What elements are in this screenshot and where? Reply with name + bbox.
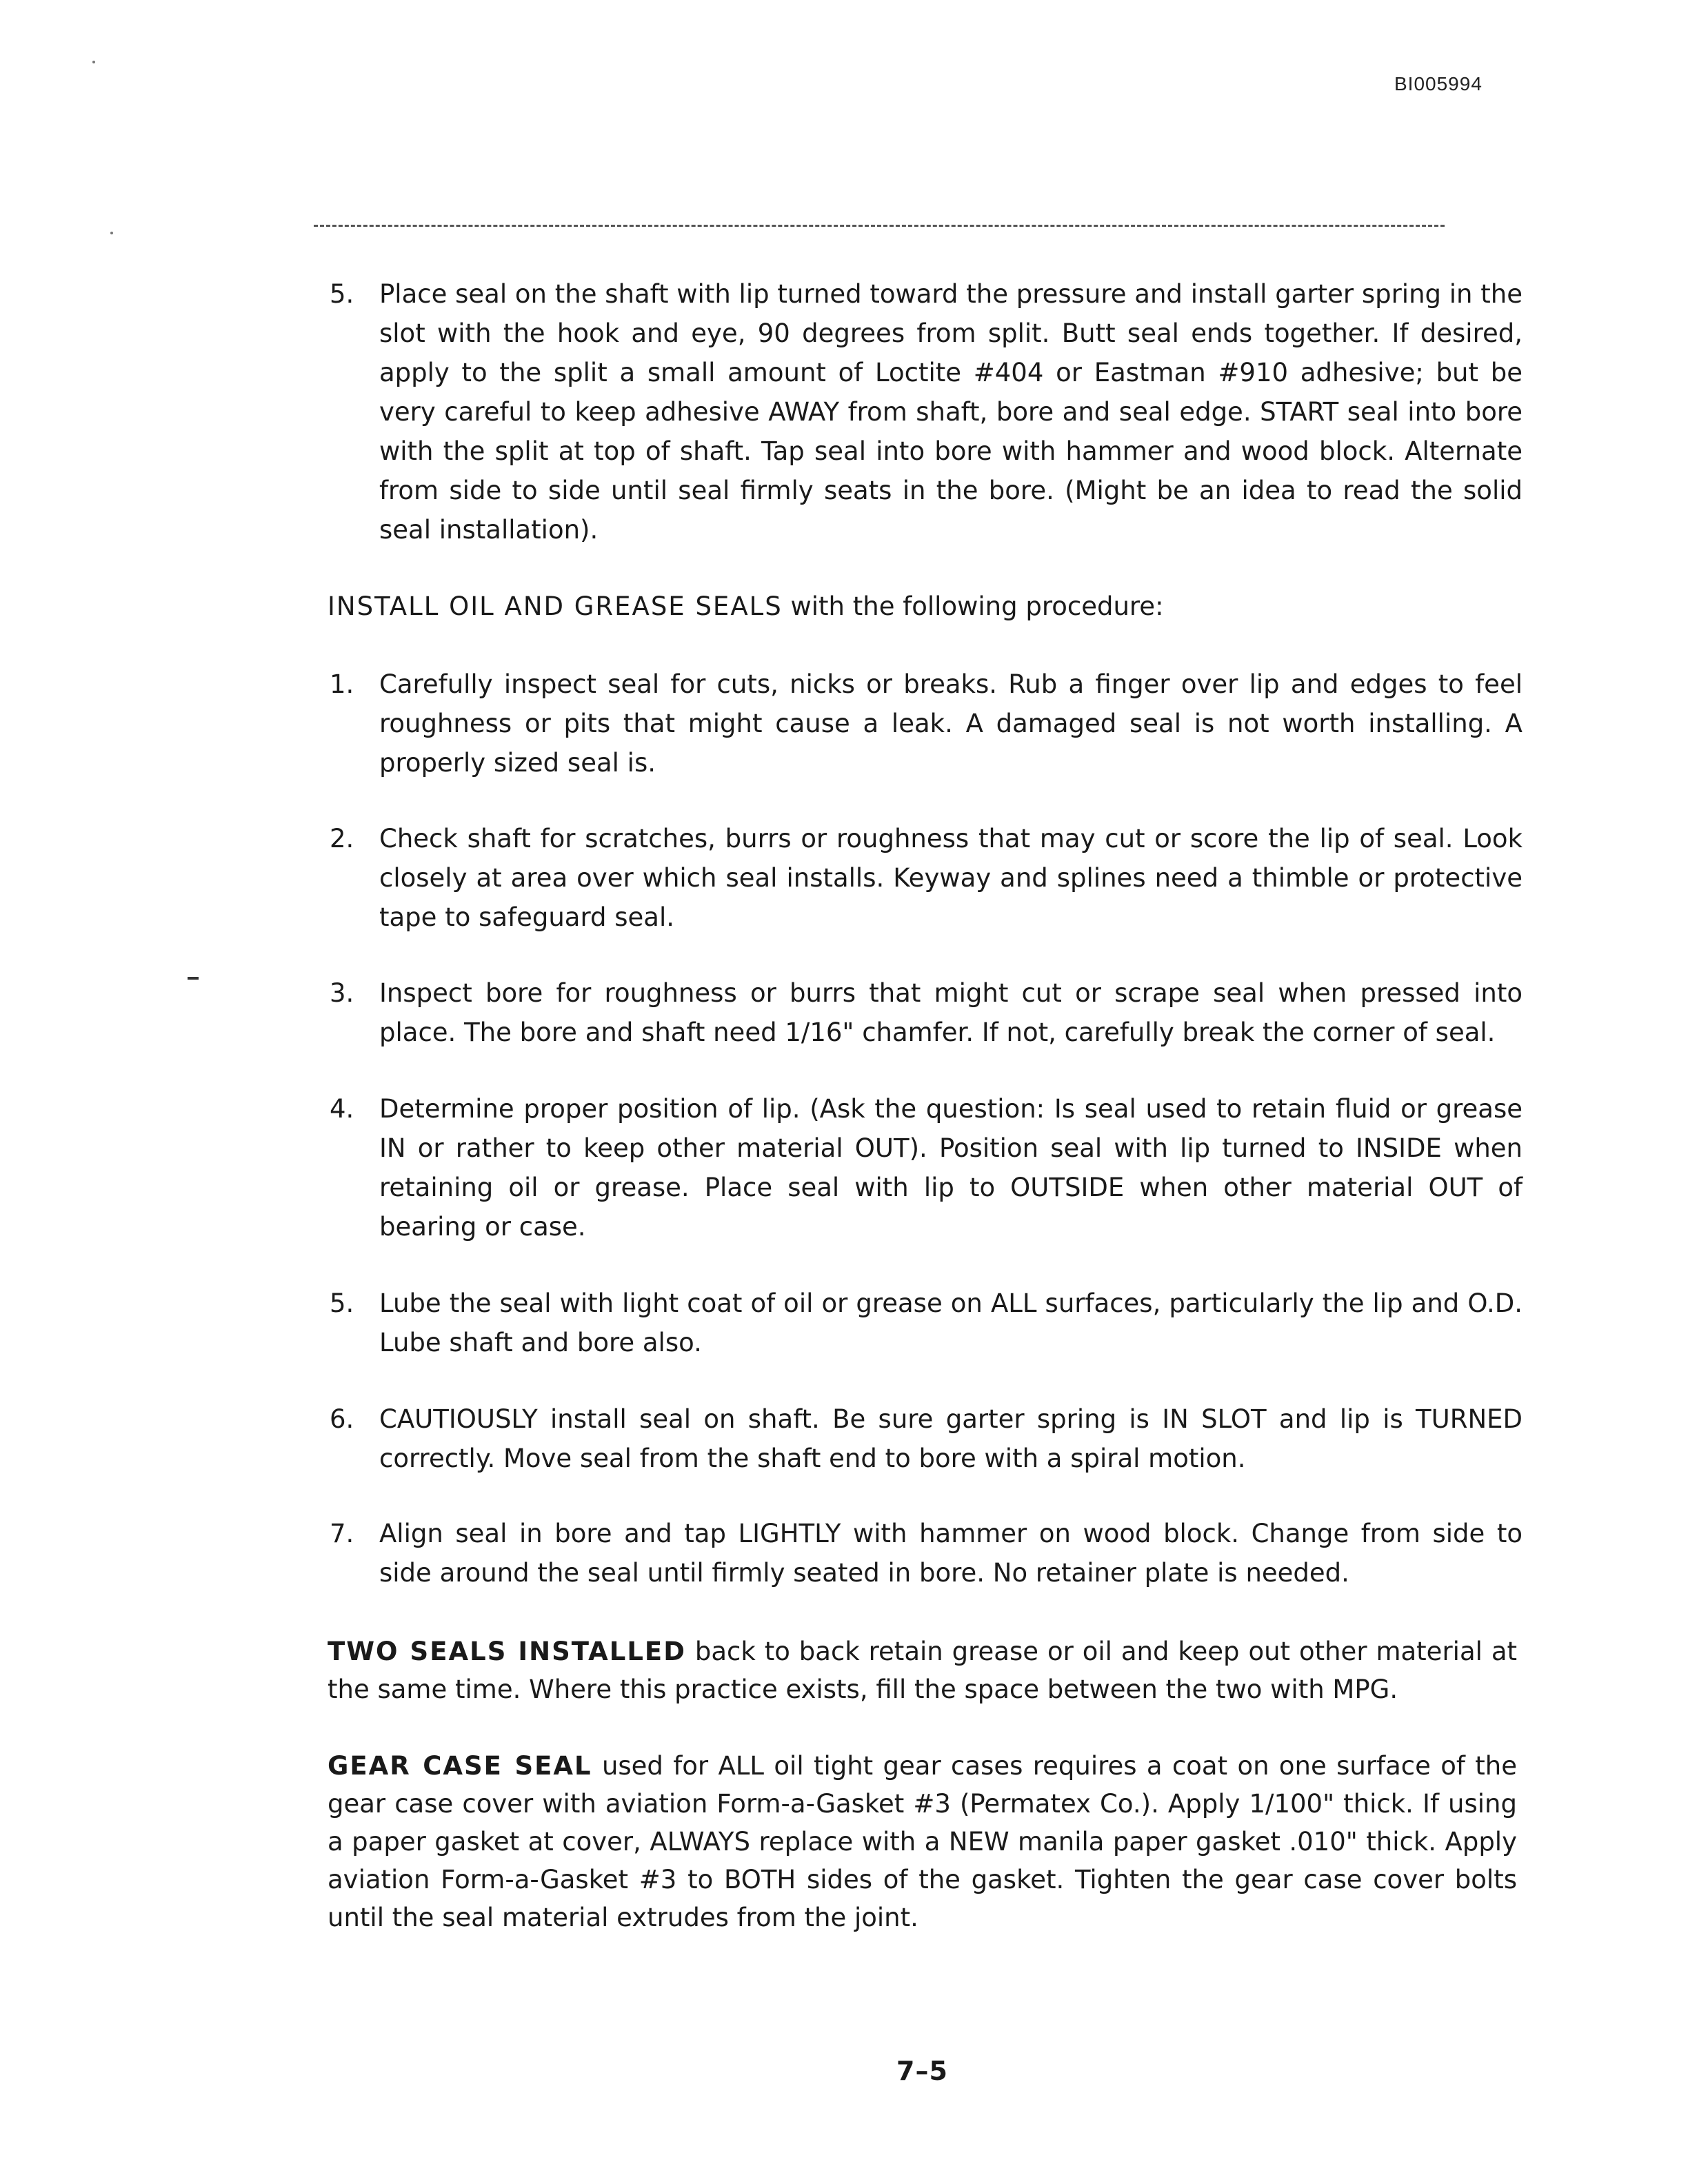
- document-id: BI005994: [1394, 73, 1483, 94]
- item-number: 3.: [330, 978, 354, 1008]
- item-number: 5.: [330, 1288, 354, 1318]
- separator-rule: [314, 225, 1445, 227]
- item-number: 5.: [330, 279, 354, 309]
- section-heading: [328, 587, 1517, 625]
- item-number: 2.: [330, 824, 354, 853]
- item-text: CAUTIOUSLY install seal on shaft. Be sure garter spring is IN SLOT and lip is TURNED correctly. Move seal from the shaft end to bore with a spiral motion.: [379, 1404, 1523, 1473]
- item-text: Carefully inspect seal for cuts, nicks or breaks. Rub a finger over lip and edges to feel roughness or pits that might cause a leak. A damaged seal is not worth installing. A properly sized seal is.: [379, 669, 1523, 778]
- heading-caps: INSTALL OIL AND GREASE SEALS: [328, 592, 783, 621]
- scan-speck: [92, 61, 95, 63]
- list-item: [330, 1089, 1523, 1246]
- paragraph-text: back to back retain grease or oil and keep out other material at the same time. Where this practice exists, fill the space between the two with MPG.: [328, 1637, 1518, 1704]
- item-number: 4.: [330, 1094, 354, 1124]
- list-item: [330, 1514, 1523, 1593]
- item-text: Place seal on the shaft with lip turned toward the pressure and install garter spring in the slot with the hook and eye, 90 degrees from split. Butt seal ends together. If desired, apply to the split a small amount of Loctite #404 or Eastman #910 adhesive; but be very careful to keep adhesive AWAY from shaft, bore and seal edge. START seal into bore with the split at top of shaft. Tap seal into bore with hammer and wood block. Alternate from side to side until seal firmly seats in the bore. (Might be an idea to read the solid seal installation).: [379, 279, 1523, 545]
- two-seals-paragraph: [328, 1632, 1517, 1708]
- item-text: Determine proper position of lip. (Ask the question: Is seal used to retain fluid or grease IN or rather to keep other material OUT). Position seal with lip turned to INSIDE when retaining oil or grease. Place seal with lip to OUTSIDE when other material OUT of bearing or case.: [379, 1094, 1523, 1242]
- item-text: Check shaft for scratches, burrs or roughness that may cut or score the lip of seal. Look closely at area over which seal installs. Keyway and splines need a thimble or protective tape to safeguard seal.: [379, 824, 1523, 932]
- scan-speck: [110, 232, 113, 234]
- item-text: Lube the seal with light coat of oil or grease on ALL surfaces, particularly the lip and O.D. Lube shaft and bore also.: [379, 1288, 1523, 1357]
- gear-case-paragraph: [328, 1747, 1517, 1937]
- item-text: Inspect bore for roughness or burrs that might cut or scrape seal when pressed into place. The bore and shaft need 1/16" chamfer. If not, carefully break the corner of seal.: [379, 978, 1523, 1047]
- list-item: [330, 665, 1523, 782]
- list-item: [330, 973, 1523, 1052]
- paragraph-lead: GEAR CASE SEAL: [328, 1751, 592, 1781]
- list-item: [330, 1399, 1523, 1478]
- scan-mark: [188, 977, 199, 980]
- list-item: [330, 274, 1523, 549]
- paragraph-lead: TWO SEALS INSTALLED: [328, 1637, 686, 1666]
- list-item: [330, 1284, 1523, 1362]
- item-text: Align seal in bore and tap LIGHTLY with hammer on wood block. Change from side to side around the seal until firmly seated in bore. No retainer plate is needed.: [379, 1519, 1523, 1588]
- heading-rest: with the following procedure:: [782, 592, 1164, 621]
- item-number: 1.: [330, 669, 354, 699]
- page-number: 7–5: [896, 2056, 948, 2086]
- list-item: [330, 819, 1523, 937]
- paragraph-text: used for ALL oil tight gear cases requires a coat on one surface of the gear case cover with aviation Form-a-Gasket #3 (Permatex Co.). Apply 1/100" thick. If using a paper gasket at cover, ALWAYS replace with a NEW manila paper gasket .010" thick. Apply aviation Form-a-Gasket #3 to BOTH sides of the gasket. Tighten the gear case cover bolts until the seal material extrudes from the joint.: [328, 1751, 1517, 1932]
- item-number: 7.: [330, 1519, 354, 1548]
- item-number: 6.: [330, 1404, 354, 1434]
